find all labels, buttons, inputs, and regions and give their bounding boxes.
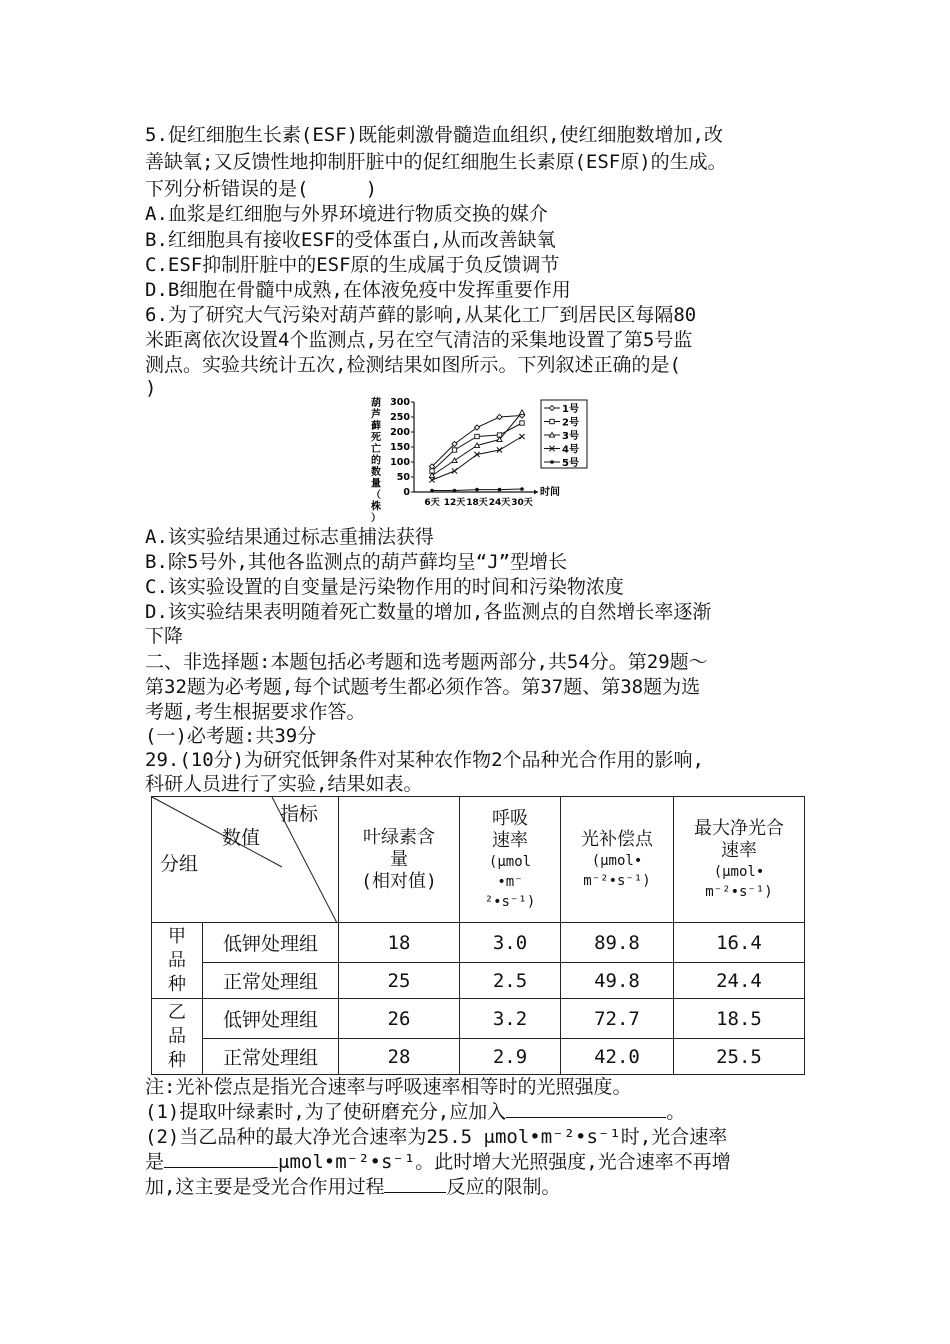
y-axis-label-char: 死 [371, 432, 381, 444]
row-name: 正常处理组 [203, 963, 339, 999]
table-row [152, 923, 805, 963]
legend-label: 4号 [562, 444, 579, 456]
cell-value: 3.0 [460, 923, 561, 963]
cell-value: 72.7 [561, 999, 674, 1039]
cell-value: 26 [339, 999, 460, 1039]
data-point [453, 489, 457, 493]
header-max-net-l3: (μmol• [713, 863, 765, 880]
q5-option-a: A.血浆是红细胞与外界环境进行物质交换的媒介 [145, 203, 548, 225]
x-tick-label: 6天 [424, 498, 440, 508]
header-chlorophyll-l3: (相对值) [361, 870, 437, 892]
header-compensation-l3: m⁻²•s⁻¹) [583, 872, 651, 889]
cell-value: 25 [339, 963, 460, 999]
y-tick-label: 300 [390, 397, 410, 408]
x-tick-label: 24天 [488, 498, 511, 508]
header-max-net-l4: m⁻²•s⁻¹) [705, 883, 773, 900]
y-tick-label: 250 [390, 412, 410, 423]
header-compensation-l2: (μmol• [591, 852, 643, 869]
header-respiration-l5: ²•s⁻¹) [484, 893, 536, 910]
legend-label: 3号 [562, 431, 579, 442]
header-compensation [561, 797, 674, 923]
q6-line-4: ) [145, 377, 157, 399]
table-header-row [152, 797, 805, 923]
data-point [475, 488, 479, 492]
header-respiration-l3: (μmol [488, 853, 532, 870]
y-tick-label: 100 [390, 457, 410, 468]
y-axis-label-char: ） [371, 513, 381, 524]
q6-option-b: B.除5号外,其他各监测点的葫芦藓均呈“J”型增长 [145, 551, 568, 573]
header-max-net-l1: 最大净光合 [694, 817, 784, 839]
y-axis-label-char: 葫 [371, 398, 381, 409]
cell-value: 24.4 [674, 963, 805, 999]
y-axis-label-char: 的 [371, 455, 381, 467]
q6-option-d: D.该实验结果表明随着死亡数量的增加,各监测点的自然增长率逐渐 [145, 601, 712, 623]
q29-line-2: 科研人员进行了实验,结果如表。 [145, 773, 423, 795]
y-tick-label: 150 [390, 442, 410, 453]
row-name: 低钾处理组 [203, 923, 339, 963]
group-jia-c1: 甲 [168, 925, 186, 947]
cell-value: 2.9 [460, 1039, 561, 1075]
y-axis-label-char: 数 [371, 467, 381, 478]
q29-line-1: 29.(10分)为研究低钾条件对某种农作物2个品种光合作用的影响, [145, 749, 704, 771]
group-yi-c1: 乙 [168, 1001, 186, 1023]
answer-blank-1[interactable] [506, 1099, 666, 1118]
q29-part1-end: 。 [666, 1101, 686, 1123]
q5-option-c: C.ESF抑制肝脏中的ESF原的生成属于负反馈调节 [145, 254, 560, 276]
x-tick-label: 12天 [443, 498, 466, 508]
cell-value: 89.8 [561, 923, 674, 963]
section2-line-3: 考题,考生根据要求作答。 [145, 701, 366, 723]
legend-marker [550, 419, 554, 423]
cell-value: 42.0 [561, 1039, 674, 1075]
x-axis-arrow [534, 490, 538, 495]
data-point [519, 410, 524, 415]
data-point [497, 414, 502, 419]
row-name: 低钾处理组 [203, 999, 339, 1039]
y-axis-label-char: 亡 [371, 444, 381, 455]
cell-value: 25.5 [674, 1039, 805, 1075]
legend-label: 2号 [562, 417, 579, 429]
answer-blank-3[interactable] [384, 1174, 446, 1193]
table-row [152, 1039, 805, 1075]
x-tick-label: 30天 [511, 498, 533, 508]
group-label-yi [152, 999, 203, 1075]
header-chlorophyll-l1: 叶绿素含 [363, 826, 435, 848]
answer-blank-2[interactable] [164, 1149, 278, 1168]
q29-part1-text: (1)提取叶绿素时,为了使研磨充分,应加入 [145, 1101, 507, 1123]
y-axis-label-char: 株 [371, 501, 381, 513]
q29-part2-pre: 是 [145, 1151, 165, 1173]
y-axis-label-char: （ [371, 490, 381, 501]
q29-part3-post: 反应的限制。 [446, 1176, 561, 1198]
section2-line-4: (一)必考题:共39分 [145, 725, 317, 747]
section2-line-1: 二、非选择题:本题包括必考题和选考题两部分,共54分。第29题～ [145, 651, 708, 673]
legend-marker [549, 405, 554, 410]
table-row [152, 963, 805, 999]
row-name: 正常处理组 [203, 1039, 339, 1075]
q29-part2-line2 [145, 1149, 731, 1175]
cell-value: 49.8 [561, 963, 674, 999]
group-yi-c3: 种 [168, 1049, 186, 1071]
y-axis-label-char: 芦 [371, 409, 381, 421]
q5-line-3: 下列分析错误的是( ) [145, 178, 378, 200]
cell-value: 2.5 [460, 963, 561, 999]
legend-label: 1号 [562, 404, 579, 415]
cell-value: 28 [339, 1039, 460, 1075]
q6-line-1: 6.为了研究大气污染对葫芦藓的影响,从某化工厂到居民区每隔80 [145, 304, 697, 326]
q6-line-2: 米距离依次设置4个监测点,另在空气清洁的采集地设置了第5号监 [145, 329, 693, 351]
q5-line-2: 善缺氧;又反馈性地抑制肝脏中的促红细胞生长素原(ESF原)的生成。 [145, 151, 727, 173]
legend-label: 5号 [562, 458, 579, 469]
corner-label-group: 分组 [160, 853, 199, 875]
q29-part3-pre: 加,这主要是受光合作用过程 [145, 1176, 385, 1198]
y-tick-label: 200 [390, 427, 410, 438]
x-axis-label: 时间 [540, 487, 560, 498]
q6-line-3: 测点。实验共统计五次,检测结果如图所示。下列叙述正确的是( [145, 354, 681, 376]
q29-part2-line1: (2)当乙品种的最大净光合速率为25.5 μmol•m⁻²•s⁻¹时,光合速率 [145, 1126, 728, 1148]
group-yi-c2: 品 [168, 1025, 186, 1047]
q29-part1 [145, 1099, 685, 1125]
header-chlorophyll-l2: 量 [390, 848, 408, 870]
q6-option-a: A.该实验结果通过标志重捕法获得 [145, 526, 434, 548]
data-point [498, 488, 502, 492]
header-max-net-l2: 速率 [721, 839, 757, 861]
header-respiration [460, 797, 561, 923]
death-count-line-chart [370, 396, 590, 524]
data-point [520, 487, 524, 491]
q6-option-d-cont: 下降 [145, 625, 184, 647]
data-point [475, 434, 479, 438]
header-respiration-l2: 速率 [492, 829, 528, 851]
y-axis-label-char: 量 [371, 478, 381, 490]
potassium-photosynthesis-table [151, 796, 805, 1075]
data-point [452, 458, 457, 463]
group-label-jia [152, 923, 203, 999]
q5-option-b: B.红细胞具有接收ESF的受体蛋白,从而改善缺氧 [145, 229, 556, 251]
section2-line-2: 第32题为必考题,每个试题考生都必须作答。第37题、第38题为选 [145, 676, 701, 698]
cell-value: 16.4 [674, 923, 805, 963]
header-max-net-rate [674, 797, 805, 923]
q6-option-c: C.该实验设置的自变量是污染物作用的时间和污染物浓度 [145, 576, 624, 598]
cell-value: 18 [339, 923, 460, 963]
data-point [430, 489, 434, 493]
table-corner-cell [152, 797, 339, 923]
table-row [152, 999, 805, 1039]
cell-value: 18.5 [674, 999, 805, 1039]
x-tick-label: 18天 [466, 498, 488, 508]
data-point [520, 421, 524, 425]
q5-line-1: 5.促红细胞生长素(ESF)既能刺激骨髓造血组织,使红细胞数增加,改 [145, 124, 723, 146]
y-tick-label: 50 [396, 472, 410, 483]
data-point [452, 448, 456, 452]
q5-option-d: D.B细胞在骨髓中成熟,在体液免疫中发挥重要作用 [145, 279, 571, 301]
y-axis-label-char: 藓 [371, 421, 381, 432]
cell-value: 3.2 [460, 999, 561, 1039]
corner-label-value: 数值 [222, 827, 261, 849]
q29-part3 [145, 1174, 560, 1200]
header-chlorophyll [339, 797, 460, 923]
header-respiration-l1: 呼吸 [492, 807, 528, 829]
header-respiration-l4: •m⁻ [497, 873, 523, 890]
group-jia-c2: 品 [168, 949, 186, 971]
legend-marker [550, 460, 554, 464]
table-note: 注:光补偿点是指光合速率与呼吸速率相等时的光照强度。 [145, 1076, 632, 1098]
y-tick-label: 0 [403, 487, 410, 498]
corner-label-indicator: 指标 [280, 803, 319, 825]
q29-part2-mid: μmol•m⁻²•s⁻¹。此时增大光照强度,光合速率不再增 [278, 1151, 731, 1173]
group-jia-c3: 种 [168, 973, 186, 995]
header-compensation-l1: 光补偿点 [581, 828, 653, 850]
